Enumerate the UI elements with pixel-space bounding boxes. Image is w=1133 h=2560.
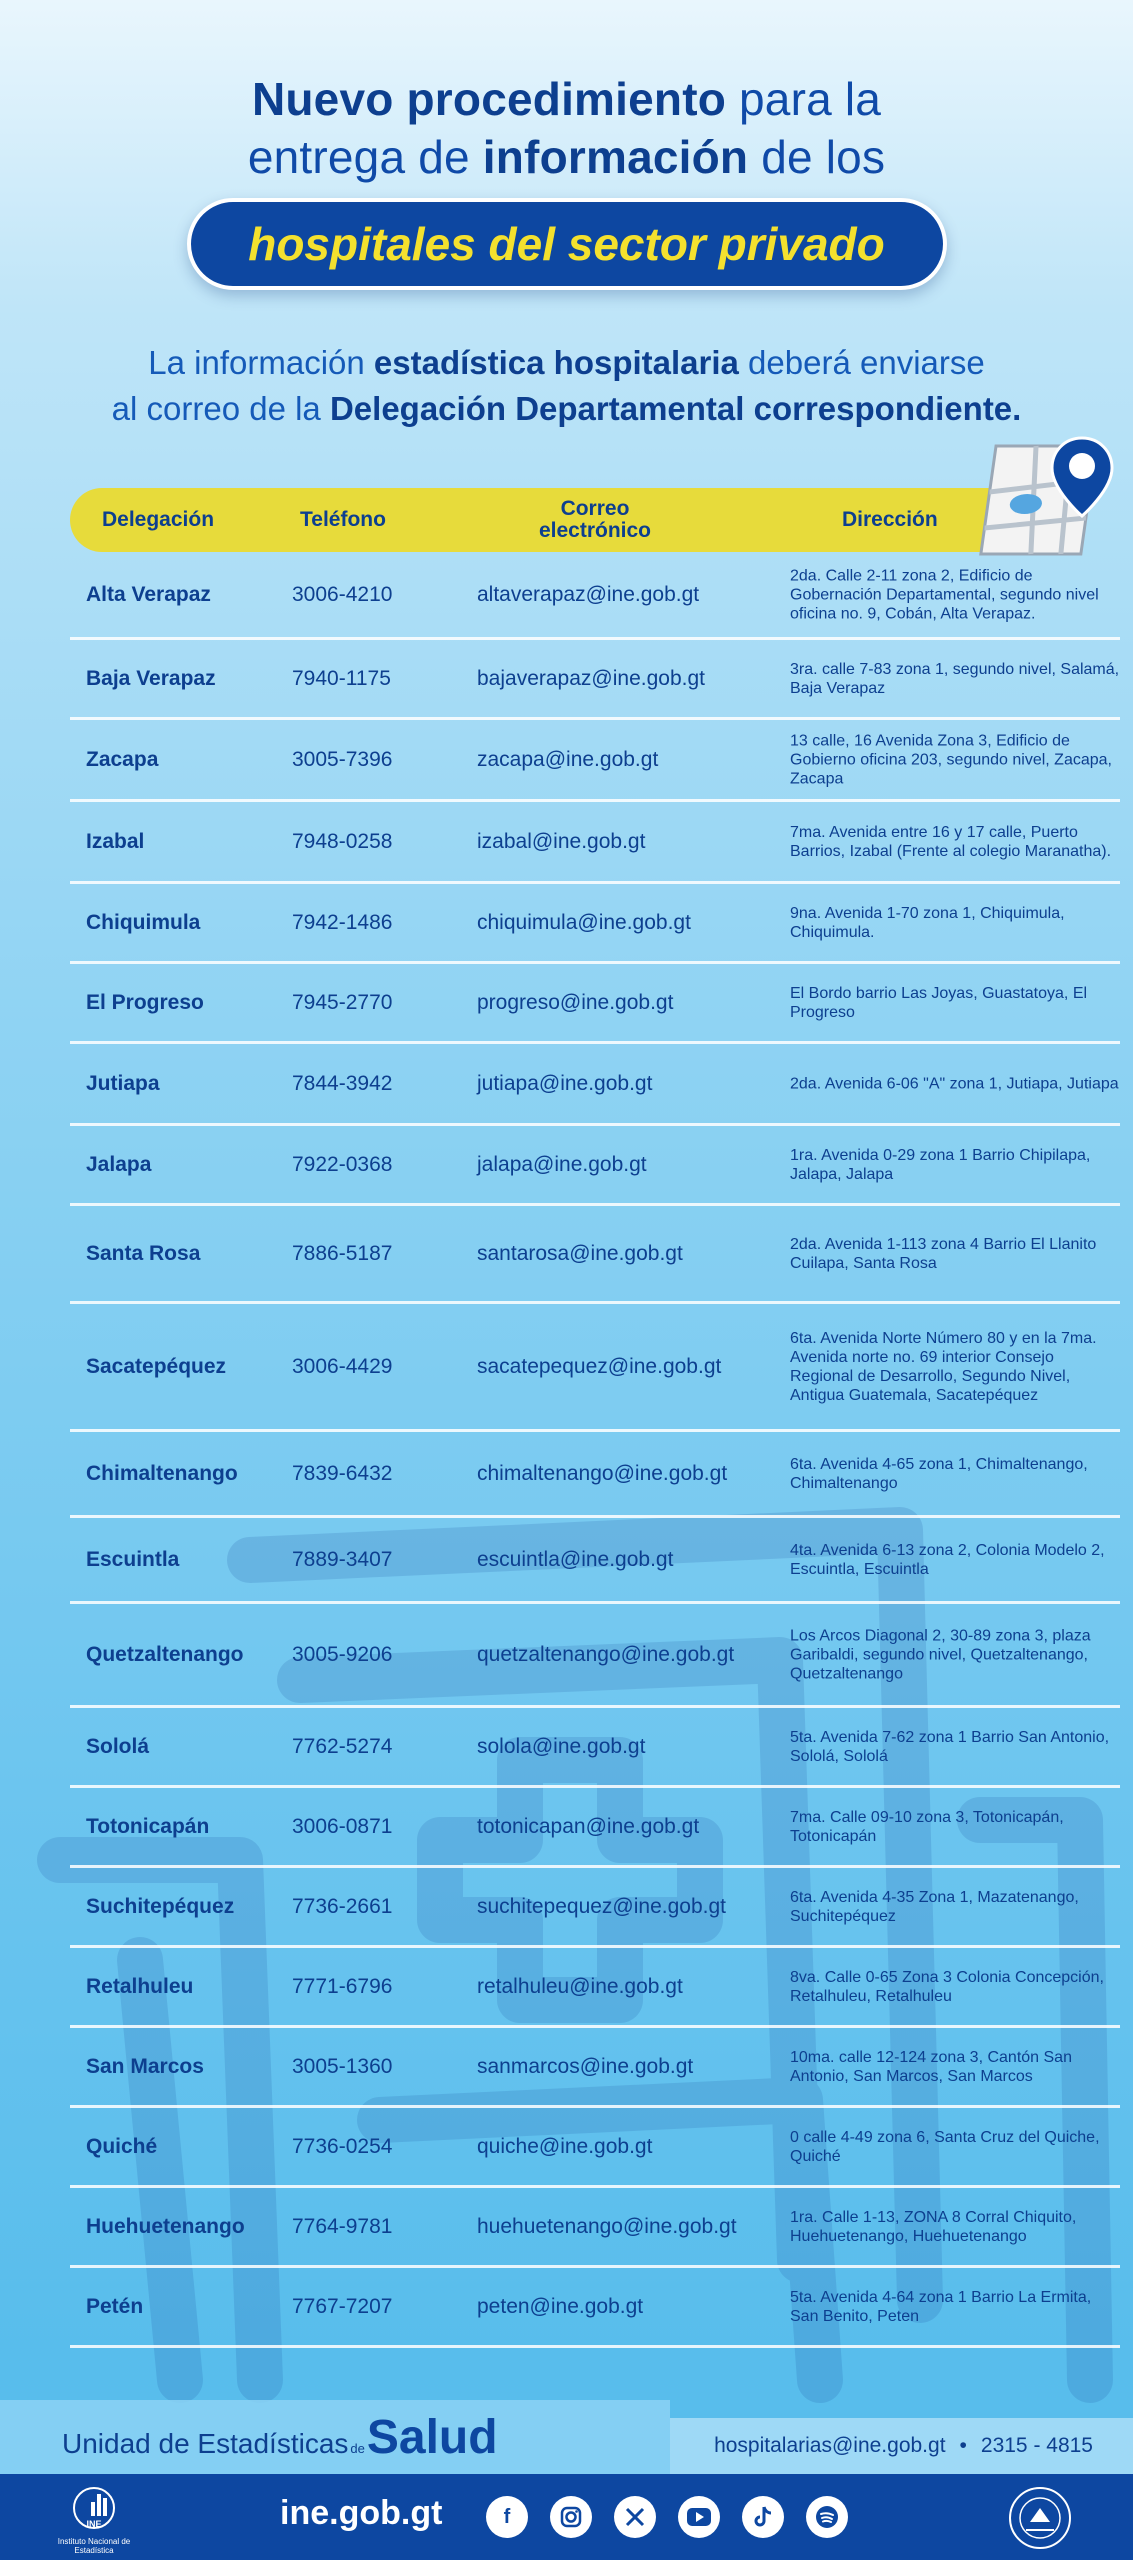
site-link[interactable]: ine.gob.gt [280,2494,443,2532]
delegacion-cell: Sacatepéquez [86,1354,227,1378]
contact-email[interactable]: hospitalarias@ine.gob.gt [714,2434,946,2457]
telefono-cell: 7771-6796 [292,1974,393,1998]
table-row [70,1518,1120,1604]
delegacion-cell: Retalhuleu [86,1974,194,1998]
table-row [70,720,1120,802]
direccion-cell: 8va. Calle 0-65 Zona 3 Colonia Concepción, Retalhuleu, Retalhuleu [790,1968,1104,2005]
correo-cell[interactable]: quiche@ine.gob.gt [477,2134,653,2158]
facebook-icon[interactable]: f [486,2496,528,2538]
correo-cell[interactable]: solola@ine.gob.gt [477,1734,646,1758]
table-row [70,802,1120,884]
direccion-cell: 6ta. Avenida 4-65 zona 1, Chimaltenango, Chimaltenango [790,1455,1088,1492]
telefono-cell: 7922-0368 [292,1152,393,1176]
table-row [70,640,1120,720]
header-delegacion: Delegación [102,508,215,531]
telefono-cell: 7736-2661 [292,1894,393,1918]
table-row [70,1206,1120,1304]
table-row [70,1604,1120,1708]
correo-cell[interactable]: sanmarcos@ine.gob.gt [477,2054,694,2078]
table-row [70,964,1120,1044]
correo-cell[interactable]: bajaverapaz@ine.gob.gt [477,666,705,690]
telefono-cell: 7942-1486 [292,910,393,934]
telefono-cell: 7736-0254 [292,2134,393,2158]
title-line-2: entrega de información de los [247,131,886,183]
delegacion-cell: Petén [86,2294,144,2318]
delegacion-cell: Chimaltenango [86,1461,238,1485]
telefono-cell: 7839-6432 [292,1461,393,1485]
correo-cell[interactable]: progreso@ine.gob.gt [477,990,674,1014]
delegacion-cell: Escuintla [86,1547,180,1571]
header [0,70,1133,290]
table-row [70,2108,1120,2188]
table-row [70,1868,1120,1948]
correo-cell[interactable]: retalhuleu@ine.gob.gt [477,1974,683,1998]
correo-cell[interactable]: sacatepequez@ine.gob.gt [477,1354,722,1378]
telefono-cell: 7886-5187 [292,1241,393,1265]
header-correo: Correo electrónico [538,497,652,542]
delegacion-cell: Totonicapán [86,1814,210,1838]
delegacion-cell: Zacapa [86,747,159,771]
x-icon[interactable] [614,2496,656,2538]
correo-cell[interactable]: huehuetenango@ine.gob.gt [477,2214,737,2238]
telefono-cell: 3006-4210 [292,582,393,606]
correo-cell[interactable]: jalapa@ine.gob.gt [477,1152,647,1176]
delegacion-cell: Huehuetenango [86,2214,245,2238]
direccion-cell: 6ta. Avenida Norte Número 80 y en la 7ma. Avenida norte no. 69 interior Consejo Regional de Desarrollo, Segundo Nivel, Antigua Guatemala, Sacatepéquez [790,1329,1097,1404]
telefono-cell: 7940-1175 [292,666,391,690]
direccion-cell: 0 calle 4-49 zona 6, Santa Cruz del Quiche, Quiché [790,2128,1100,2165]
direccion-cell: 5ta. Avenida 7-62 zona 1 Barrio San Antonio, Sololá, Sololá [790,1728,1110,1765]
telefono-cell: 7767-7207 [292,2294,393,2318]
correo-cell[interactable]: izabal@ine.gob.gt [477,829,646,853]
instagram-icon[interactable] [550,2496,592,2538]
delegacion-cell: Jutiapa [86,1071,160,1095]
table-row [70,1948,1120,2028]
footer-unidad-band [0,2400,670,2474]
spotify-icon[interactable] [806,2496,848,2538]
direccion-cell: 7ma. Avenida entre 16 y 17 calle, Puerto Barrios, Izabal (Frente al colegio Maranatha). [790,823,1112,860]
delegacion-cell: San Marcos [86,2054,204,2078]
telefono-cell: 7948-0258 [292,829,393,853]
subtitle-line-2: al correo de la Delegación Departamental correspondiente. [111,390,1022,427]
table-row [70,2028,1120,2108]
correo-cell[interactable]: peten@ine.gob.gt [477,2294,644,2318]
table-row [70,2268,1120,2348]
correo-cell[interactable]: zacapa@ine.gob.gt [477,747,659,771]
direccion-cell: 2da. Avenida 1-113 zona 4 Barrio El Llanito Cuilapa, Santa Rosa [790,1235,1097,1272]
correo-cell[interactable]: jutiapa@ine.gob.gt [477,1071,653,1095]
telefono-cell: 3005-9206 [292,1642,393,1666]
table-row [70,552,1120,640]
title-highlight-pill [187,198,947,290]
table-row [70,1432,1120,1518]
direccion-cell: 2da. Avenida 6-06 "A" zona 1, Jutiapa, Jutiapa [790,1075,1119,1092]
direccion-cell: 3ra. calle 7-83 zona 1, segundo nivel, Salamá, Baja Verapaz [790,660,1120,697]
direccion-cell: 2da. Calle 2-11 zona 2, Edificio de Gobernación Departamental, segundo nivel oficina no. 9, Cobán, Alta Verapaz. [790,567,1099,622]
direccion-cell: 9na. Avenida 1-70 zona 1, Chiquimula, Chiquimula. [790,904,1065,941]
telefono-cell: 3005-7396 [292,747,393,771]
telefono-cell: 7762-5274 [292,1734,393,1758]
direccion-cell: 1ra. Calle 1-13, ZONA 8 Corral Chiquito, Huehuetenango, Huehuetenango [790,2208,1077,2245]
telefono-cell: 3006-4429 [292,1354,393,1378]
delegacion-cell: Sololá [86,1734,150,1758]
table-row [70,1788,1120,1868]
delegacion-cell: Quiché [86,2134,158,2158]
table-row [70,1708,1120,1788]
table-row [70,884,1120,964]
direccion-cell: 5ta. Avenida 4-64 zona 1 Barrio La Ermita, San Benito, Peten [790,2288,1092,2325]
correo-cell[interactable]: escuintla@ine.gob.gt [477,1547,674,1571]
telefono-cell: 7945-2770 [292,990,393,1014]
header-direccion: Dirección [842,508,938,531]
direccion-cell: 1ra. Avenida 0-29 zona 1 Barrio Chipilapa, Jalapa, Jalapa [790,1146,1091,1183]
delegacion-cell: Izabal [86,829,145,853]
bottom-bar [0,2474,1133,2560]
direccion-cell: 13 calle, 16 Avenida Zona 3, Edificio de Gobierno oficina 203, segundo nivel, Zacapa, Zacapa [790,732,1112,787]
telefono-cell: 3006-0871 [292,1814,393,1838]
delegacion-cell: Baja Verapaz [86,666,216,690]
telefono-cell: 7844-3942 [292,1071,393,1095]
delegacion-cell: Suchitepéquez [86,1894,235,1918]
correo-cell[interactable]: quetzaltenango@ine.gob.gt [477,1642,735,1666]
direccion-cell: 6ta. Avenida 4-35 Zona 1, Mazatenango, Suchitepéquez [790,1888,1079,1925]
telefono-cell: 3005-1360 [292,2054,393,2078]
direccion-cell: 10ma. calle 12-124 zona 3, Cantón San Antonio, San Marcos, San Marcos [790,2048,1072,2085]
delegacion-cell: Chiquimula [86,910,201,934]
youtube-icon[interactable] [678,2496,720,2538]
title-highlight: hospitales del sector privado [248,218,885,270]
direccion-cell: 4ta. Avenida 6-13 zona 2, Colonia Modelo 2, Escuintla, Escuintla [790,1541,1105,1578]
delegacion-cell: Jalapa [86,1152,152,1176]
correo-cell[interactable]: totonicapan@ine.gob.gt [477,1814,700,1838]
correo-cell[interactable]: chimaltenango@ine.gob.gt [477,1461,728,1485]
direccion-cell: El Bordo barrio Las Joyas, Guastatoya, El Progreso [790,984,1088,1021]
subtitle-line-1: La información estadística hospitalaria deberá enviarse [148,344,985,381]
map-pin-icon [978,432,1114,562]
social-links [486,2496,848,2538]
subtitle [40,340,1093,432]
ine-logo-icon [68,2484,120,2530]
delegacion-cell: Quetzaltenango [86,1642,244,1666]
tiktok-icon[interactable] [742,2496,784,2538]
delegacion-cell: Santa Rosa [86,1241,201,1265]
footer-contact: hospitalarias@ine.gob.gt • 2315 - 4815 [670,2418,1133,2474]
direccion-cell: 7ma. Calle 09-10 zona 3, Totonicapán, Totonicapán [790,1808,1064,1845]
direccion-cell: Los Arcos Diagonal 2, 30-89 zona 3, plaza Garibaldi, segundo nivel, Quetzaltenango, Quetzaltenango [790,1627,1091,1682]
svg-text:INE: INE [86,2519,102,2529]
correo-cell[interactable]: suchitepequez@ine.gob.gt [477,1894,726,1918]
delegacion-cell: El Progreso [86,990,204,1014]
table-row [70,1044,1120,1126]
table-row [70,2188,1120,2268]
contact-phone: 2315 - 4815 [980,2434,1093,2457]
table-row [70,1304,1120,1432]
delegacion-cell: Alta Verapaz [86,582,211,606]
ine-logo: INE Instituto Nacional de Estadística [46,2484,142,2555]
telefono-cell: 7889-3407 [292,1547,393,1571]
telefono-cell: 7764-9781 [292,2214,393,2238]
correo-cell[interactable]: santarosa@ine.gob.gt [477,1241,683,1265]
guatemala-seal-icon [990,2482,1090,2554]
table-header [70,488,1030,552]
correo-cell[interactable]: chiquimula@ine.gob.gt [477,910,691,934]
header-telefono: Teléfono [300,508,386,531]
title-line-1: Nuevo procedimiento para la [251,73,882,125]
correo-cell[interactable]: altaverapaz@ine.gob.gt [477,582,700,606]
table-row [70,1126,1120,1206]
unidad-logo: Unidad de Estadísticas de Salud [62,2410,498,2464]
